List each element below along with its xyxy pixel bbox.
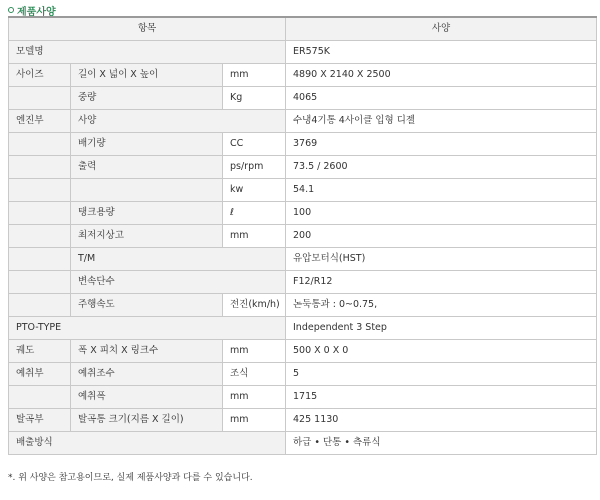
row-group: 탈곡부 <box>9 409 71 432</box>
row-group: 궤도 <box>9 340 71 363</box>
row-unit: ps/rpm <box>223 156 286 179</box>
row-value: 5 <box>286 363 597 386</box>
row-unit: mm <box>223 386 286 409</box>
row-label: 탈곡통 크기(지름 X 길이) <box>71 409 223 432</box>
row-group <box>9 87 71 110</box>
row-unit: Kg <box>223 87 286 110</box>
table-row <box>9 156 597 179</box>
table-row <box>9 294 597 317</box>
table-row <box>9 202 597 225</box>
spec-table <box>8 16 597 455</box>
row-label: PTO-TYPE <box>9 317 286 340</box>
row-label <box>71 179 223 202</box>
row-group <box>9 225 71 248</box>
row-value: 논둑통과 : 0~0.75, <box>286 294 597 317</box>
row-value: 수냉4기통 4사이클 입형 디젤 <box>286 110 597 133</box>
row-label: 최저지상고 <box>71 225 223 248</box>
row-group <box>9 248 71 271</box>
table-row <box>9 87 597 110</box>
row-value: 3769 <box>286 133 597 156</box>
row-label: 탱크용량 <box>71 202 223 225</box>
row-value: 500 X 0 X 0 <box>286 340 597 363</box>
row-label: 예취조수 <box>71 363 223 386</box>
row-label: 예취폭 <box>71 386 223 409</box>
table-header-row <box>9 17 597 41</box>
row-label: 폭 X 피치 X 링크수 <box>71 340 223 363</box>
row-group <box>9 179 71 202</box>
header-item: 항목 <box>9 17 286 41</box>
row-label: 중량 <box>71 87 223 110</box>
row-group <box>9 386 71 409</box>
row-label: 배기량 <box>71 133 223 156</box>
table-row <box>9 179 597 202</box>
row-group <box>9 271 71 294</box>
row-unit: mm <box>223 340 286 363</box>
row-unit: 조식 <box>223 363 286 386</box>
row-value: 200 <box>286 225 597 248</box>
row-value: 유압모터식(HST) <box>286 248 597 271</box>
table-row <box>9 409 597 432</box>
row-label: 모델명 <box>9 41 286 64</box>
table-row <box>9 225 597 248</box>
row-unit: mm <box>223 409 286 432</box>
table-row <box>9 41 597 64</box>
row-value: 하급 • 단통 • 측류식 <box>286 432 597 455</box>
row-value: 73.5 / 2600 <box>286 156 597 179</box>
row-unit: mm <box>223 225 286 248</box>
row-unit: CC <box>223 133 286 156</box>
section-title-text: 제품사양 <box>17 6 56 18</box>
row-value: 1715 <box>286 386 597 409</box>
row-label: 변속단수 <box>71 271 286 294</box>
row-group: 예취부 <box>9 363 71 386</box>
row-group <box>9 133 71 156</box>
table-row <box>9 340 597 363</box>
row-unit: kw <box>223 179 286 202</box>
table-row <box>9 432 597 455</box>
row-group <box>9 156 71 179</box>
table-row <box>9 64 597 87</box>
row-value: 100 <box>286 202 597 225</box>
table-row <box>9 271 597 294</box>
row-value: 4890 X 2140 X 2500 <box>286 64 597 87</box>
row-label: 사양 <box>71 110 286 133</box>
row-label: 배출방식 <box>9 432 286 455</box>
header-spec: 사양 <box>286 17 597 41</box>
row-group <box>9 202 71 225</box>
row-label: 길이 X 넓이 X 높이 <box>71 64 223 87</box>
row-value: F12/R12 <box>286 271 597 294</box>
footnote: *. 위 사양은 참고용이므로, 실제 제품사양과 다를 수 있습니다. <box>8 473 253 483</box>
table-row <box>9 110 597 133</box>
table-row <box>9 248 597 271</box>
row-group: 사이즈 <box>9 64 71 87</box>
circle-bullet-icon <box>8 7 14 13</box>
table-row <box>9 363 597 386</box>
table-row <box>9 133 597 156</box>
row-unit: ℓ <box>223 202 286 225</box>
row-value: Independent 3 Step <box>286 317 597 340</box>
row-label: 주행속도 <box>71 294 223 317</box>
table-row <box>9 317 597 340</box>
row-group: 엔진부 <box>9 110 71 133</box>
table-row <box>9 386 597 409</box>
row-unit: 전진(km/h) <box>223 294 286 317</box>
row-value: 4065 <box>286 87 597 110</box>
row-label: T/M <box>71 248 286 271</box>
row-value: ER575K <box>286 41 597 64</box>
row-value: 54.1 <box>286 179 597 202</box>
row-group <box>9 294 71 317</box>
row-value: 425 1130 <box>286 409 597 432</box>
row-unit: mm <box>223 64 286 87</box>
row-label: 출력 <box>71 156 223 179</box>
section-title <box>8 3 56 17</box>
